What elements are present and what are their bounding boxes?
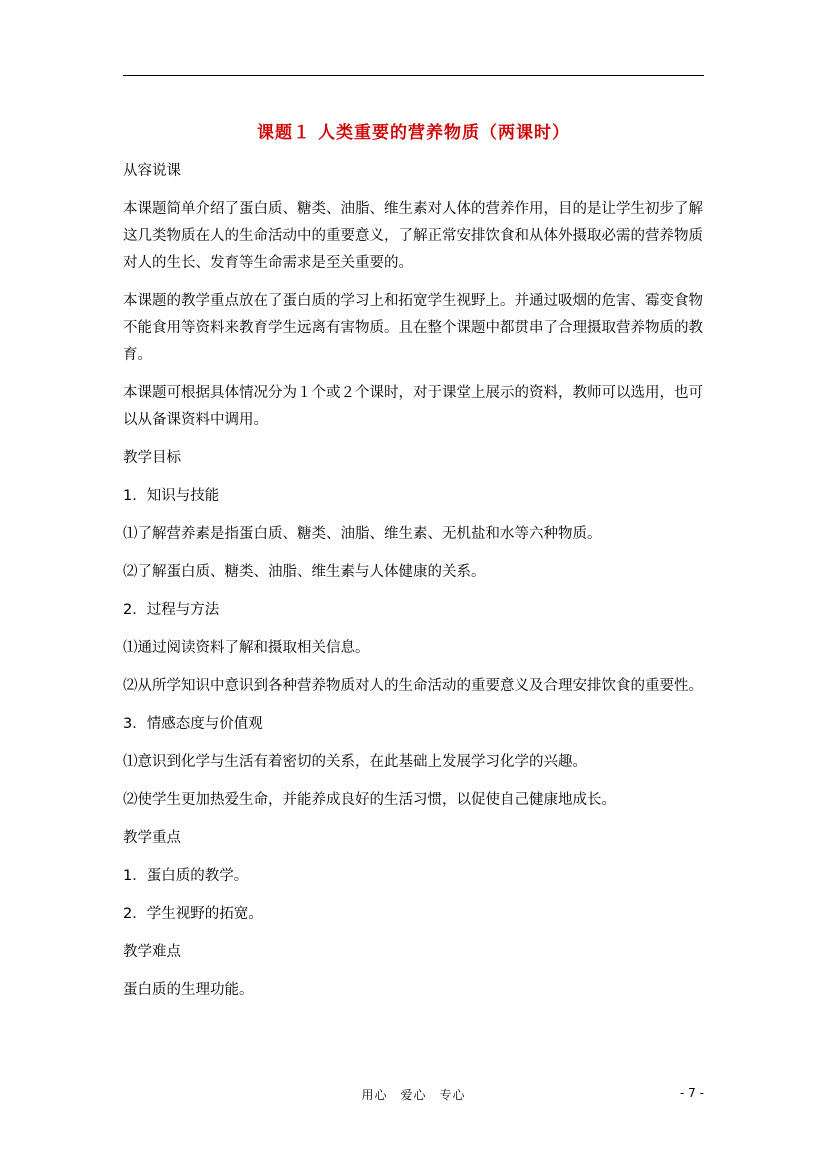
list-item: ⑴了解营养素是指蛋白质、糖类、油脂、维生素、无机盐和水等六种物质。 [123,526,602,542]
footer-motto: 用心 爱心 专心 [361,1088,466,1102]
list-item: ⑵从所学知识中意识到各种营养物质对人的生命活动的重要意义及合理安排饮食的重要性。 [123,678,703,694]
list-item: ⑴意识到化学与生活有着密切的关系，在此基础上发展学习化学的兴趣。 [123,754,587,770]
list-item: 2．学生视野的拓宽。 [123,906,263,922]
list-item: ⑵了解蛋白质、糖类、油脂、维生素与人体健康的关系。 [123,564,486,580]
subsection-heading: 2．过程与方法 [123,602,220,618]
section-heading: 教学难点 [123,944,181,960]
subsection-heading: 3．情感态度与价值观 [123,716,263,732]
list-item: ⑵使学生更加热爱生命，并能养成良好的生活习惯，以促使自己健康地成长。 [123,792,616,808]
body-paragraph: 本课题可根据具体情况分为１个或２个课时，对于课堂上展示的资料，教师可以选用，也可以从备课资料中调用。 [123,385,703,428]
section-heading: 教学重点 [123,830,181,846]
section-heading: 教学目标 [123,450,181,466]
list-item: ⑴通过阅读资料了解和摄取相关信息。 [123,640,370,656]
page-number: - 7 - [680,1086,704,1100]
body-paragraph: 本课题简单介绍了蛋白质、糖类、油脂、维生素对人体的营养作用，目的是让学生初步了解这几类物质在人的生命活动中的重要意义，了解正常安排饮食和从体外摄取必需的营养物质对人的生长、发育等生命需求是至关重要的。 [123,201,703,271]
header-rule [123,75,704,76]
section-heading: 从容说课 [123,163,181,179]
lesson-title: 课题１ 人类重要的营养物质（两课时） [257,123,570,143]
subsection-heading: 1．知识与技能 [123,488,220,504]
list-item: 1．蛋白质的教学。 [123,868,249,884]
body-paragraph: 蛋白质的生理功能。 [123,982,254,998]
body-content [123,158,705,1015]
body-paragraph: 本课题的教学重点放在了蛋白质的学习上和拓宽学生视野上。并通过吸烟的危害、霉变食物不能食用等资料来教育学生远离有害物质。且在整个课题中都贯串了合理摄取营养物质的教育。 [123,293,703,363]
